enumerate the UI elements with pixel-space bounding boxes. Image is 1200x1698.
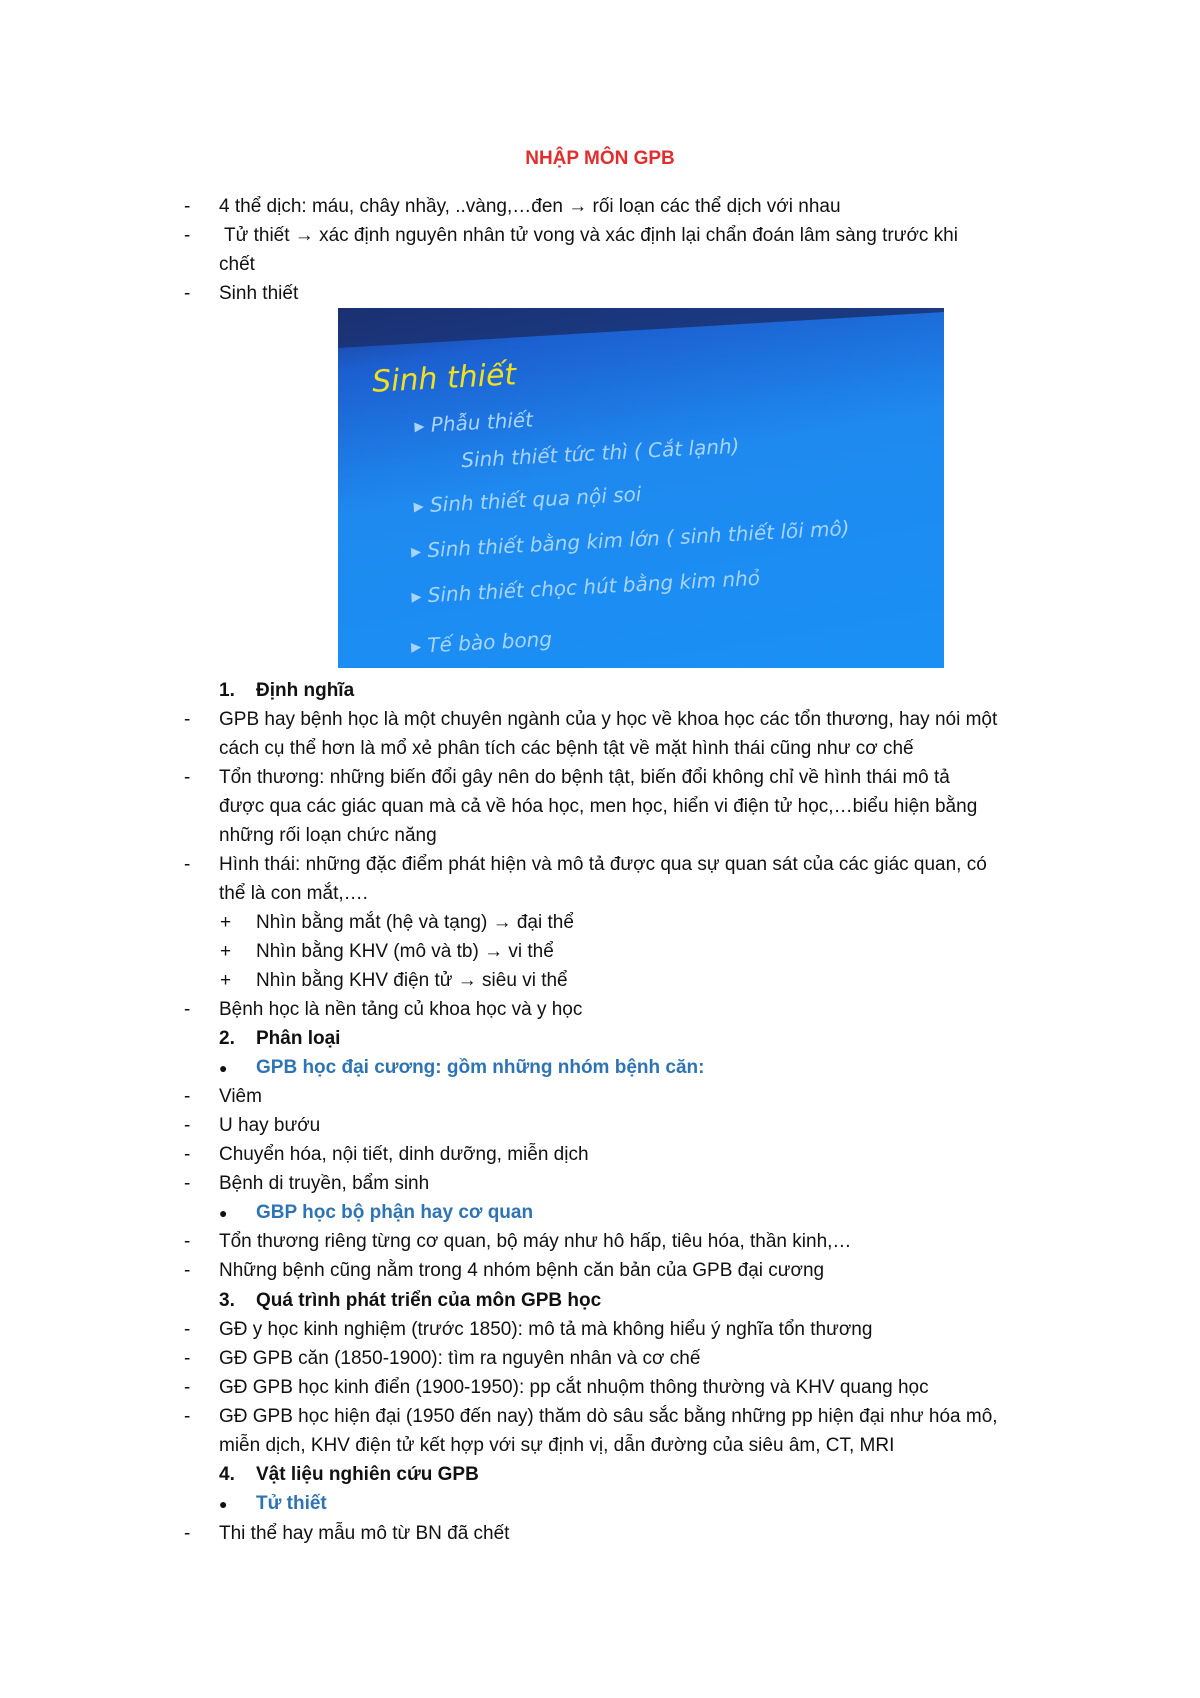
bullet-heading-text: Tử thiết [256, 1493, 327, 1514]
dash-marker: - [184, 1523, 191, 1544]
list-item-text: Sinh thiết [219, 283, 299, 304]
sub-list-item-text: Nhìn bằng KHV (mô và tb) → vi thể [256, 941, 554, 962]
slide-top-shadow [338, 308, 944, 348]
list-item-text: Tổn thương: những biến đổi gây nên do bệnh tật, biến đổi không chỉ về hình thái mô tả [219, 767, 950, 788]
list-item-text: GĐ y học kinh nghiệm (trước 1850): mô tả mà không hiểu ý nghĩa tổn thương [219, 1319, 873, 1340]
list-item-text: chết [219, 254, 255, 275]
dash-marker: - [184, 709, 191, 730]
slide-item: ▸ Sinh thiết chọc hút bằng kim nhỏ [410, 565, 761, 608]
dash-marker: - [184, 1231, 191, 1252]
slide-heading: Sinh thiết [371, 357, 518, 400]
slide-item: ▸ Sinh thiết bằng kim lớn ( sinh thiết lõi mô) [410, 516, 851, 563]
dash-marker: - [184, 999, 191, 1020]
dash-marker: - [184, 225, 191, 246]
list-item-text: GPB hay bệnh học là một chuyên ngành của y học về khoa học các tổn thương, hay nói một [219, 709, 998, 730]
list-item-text: Những bệnh cũng nằm trong 4 nhóm bệnh căn bản của GPB đại cương [219, 1260, 825, 1281]
dash-marker: - [184, 1377, 191, 1398]
dash-marker: - [184, 196, 191, 217]
section-title: Quá trình phát triển của môn GPB học [256, 1290, 602, 1311]
list-item-text: Tử thiết → xác định nguyên nhân tử vong và xác định lại chẩn đoán lâm sàng trước khi [224, 225, 958, 246]
bullet-marker: ● [219, 1060, 228, 1076]
slide-item: ▸ Tế bào bong [410, 626, 553, 659]
dash-marker: - [184, 1173, 191, 1194]
biopsy-slide-image [338, 308, 944, 668]
slide-svg [338, 308, 944, 668]
dash-marker: - [184, 1260, 191, 1281]
dash-marker: - [184, 1406, 191, 1427]
dash-marker: - [184, 1319, 191, 1340]
plus-marker: + [220, 941, 232, 962]
list-item-text: miễn dịch, KHV điện tử kết hợp với sự định vị, dẫn đường của siêu âm, CT, MRI [219, 1435, 895, 1456]
list-item-text: cách cụ thể hơn là mổ xẻ phân tích các bệnh tật về mặt hình thái cũng như cơ chế [219, 738, 914, 759]
dash-marker: - [184, 1144, 191, 1165]
list-item-text: GĐ GPB căn (1850-1900): tìm ra nguyên nhân và cơ chế [219, 1348, 701, 1369]
list-item-text: GĐ GPB học kinh điển (1900-1950): pp cắt nhuộm thông thường và KHV quang học [219, 1377, 929, 1398]
slide-item: ▸ Sinh thiết qua nội soi [412, 481, 642, 518]
list-item-text: Chuyển hóa, nội tiết, dinh dưỡng, miễn dịch [219, 1144, 589, 1165]
dash-marker: - [184, 1348, 191, 1369]
list-item-text: U hay bướu [219, 1115, 321, 1136]
plus-marker: + [220, 912, 232, 933]
list-item-text: Bệnh di truyền, bẩm sinh [219, 1173, 430, 1194]
slide-item: ▸ Phẫu thiết [413, 407, 534, 438]
page-title: NHẬP MÔN GPB [525, 148, 675, 169]
list-item-text: thể là con mắt,…. [219, 883, 368, 904]
section-number: 1. [219, 680, 235, 701]
list-item-text: Thi thể hay mẫu mô từ BN đã chết [219, 1523, 510, 1544]
dash-marker: - [184, 854, 191, 875]
plus-marker: + [220, 970, 232, 991]
section-title: Vật liệu nghiên cứu GPB [256, 1464, 479, 1485]
section-number: 4. [219, 1464, 235, 1485]
list-item-text: Bệnh học là nền tảng củ khoa học và y học [219, 999, 583, 1020]
dash-marker: - [184, 283, 191, 304]
section-number: 2. [219, 1028, 235, 1049]
bullet-marker: ● [219, 1496, 228, 1512]
bullet-heading-text: GBP học bộ phận hay cơ quan [256, 1202, 534, 1223]
dash-marker: - [184, 767, 191, 788]
sub-list-item-text: Nhìn bằng mắt (hệ và tạng) → đại thể [256, 912, 574, 933]
list-item-text: GĐ GPB học hiện đại (1950 đến nay) thăm dò sâu sắc bằng những pp hiện đại như hóa mô, [219, 1406, 998, 1427]
bullet-marker: ● [219, 1205, 228, 1221]
dash-marker: - [184, 1115, 191, 1136]
bullet-heading-text: GPB học đại cương: gồm những nhóm bệnh căn: [256, 1057, 705, 1078]
list-item-text: Hình thái: những đặc điểm phát hiện và mô tả được qua sự quan sát của các giác quan, có [219, 854, 987, 875]
list-item-text: 4 thể dịch: máu, chây nhầy, ..vàng,…đen → rối loạn các thể dịch với nhau [219, 196, 841, 217]
list-item-text: Viêm [219, 1086, 262, 1107]
list-item-text: những rối loạn chức năng [219, 825, 437, 846]
sub-list-item-text: Nhìn bằng KHV điện tử → siêu vi thể [256, 970, 568, 991]
section-title: Phân loại [256, 1028, 341, 1049]
list-item-text: Tổn thương riêng từng cơ quan, bộ máy như hô hấp, tiêu hóa, thần kinh,… [219, 1231, 852, 1252]
list-item-text: được qua các giác quan mà cả về hóa học, men học, hiển vi điện tử học,…biểu hiện bằng [219, 796, 978, 817]
section-title: Định nghĩa [256, 680, 355, 701]
section-number: 3. [219, 1290, 235, 1311]
slide-item: Sinh thiết tức thì ( Cắt lạnh) [460, 433, 740, 473]
dash-marker: - [184, 1086, 191, 1107]
